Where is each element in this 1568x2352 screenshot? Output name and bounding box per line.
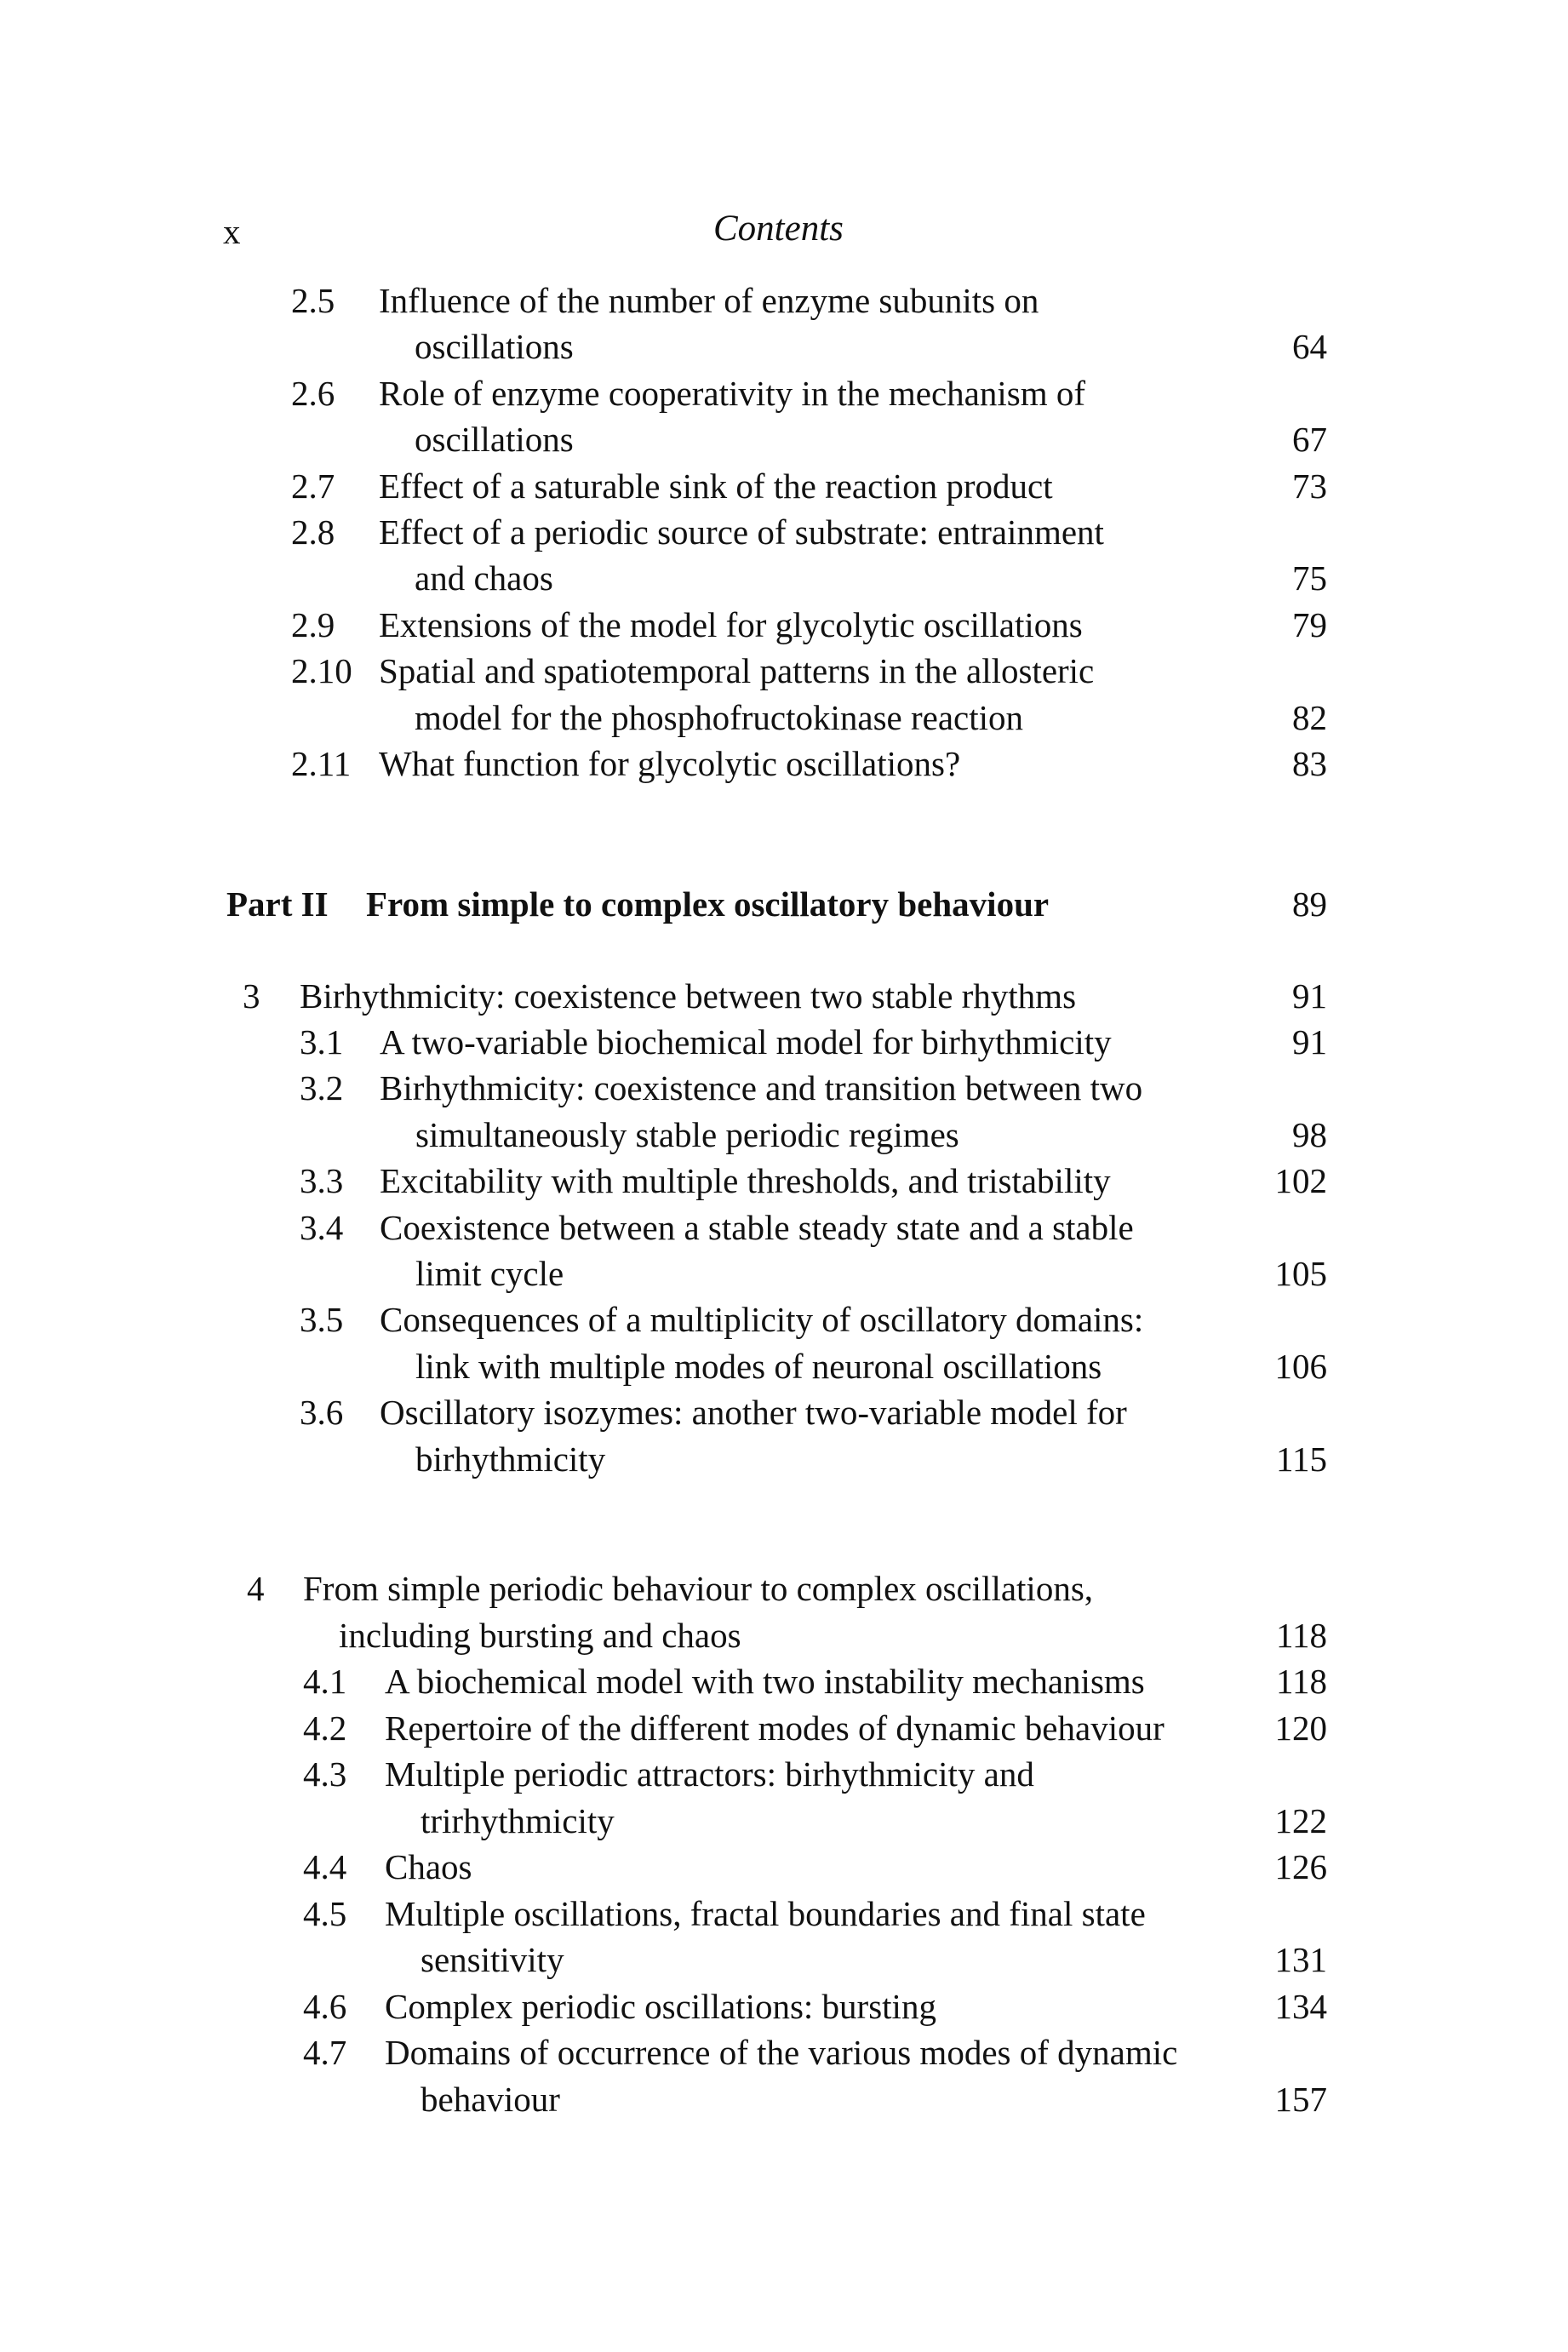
section-number: 4.5	[303, 1894, 347, 1933]
section-title-cont: limit cycle	[415, 1254, 564, 1293]
running-head: Contents	[713, 209, 844, 249]
section-number: 3.2	[300, 1068, 344, 1107]
section-title-cont: model for the phosphofructokinase reaction	[415, 698, 1023, 737]
section-number: 3.3	[300, 1161, 344, 1200]
section-title-cont: birhythmicity	[415, 1439, 606, 1479]
section-page: 131	[1274, 1940, 1327, 1979]
section-title-cont: oscillations	[415, 327, 574, 366]
section-number: 4.2	[303, 1708, 347, 1748]
section-number: 3.1	[300, 1022, 344, 1062]
section-number: 3.6	[300, 1393, 344, 1432]
section-number: 2.7	[291, 466, 335, 506]
section-title-cont: link with multiple modes of neuronal oscillations	[415, 1347, 1102, 1386]
section-page: 73	[1292, 466, 1327, 506]
section-page: 102	[1274, 1161, 1327, 1200]
chapter-page: 91	[1292, 976, 1327, 1016]
section-title-cont: oscillations	[415, 420, 574, 459]
section-number: 2.5	[291, 281, 335, 320]
chapter-title: Birhythmicity: coexistence between two stable rhythms	[300, 976, 1077, 1016]
section-page: 83	[1292, 744, 1327, 783]
chapter-title: From simple periodic behaviour to complex oscillations,	[303, 1569, 1094, 1608]
section-title-cont: sensitivity	[421, 1940, 564, 1979]
section-title: A biochemical model with two instability mechanisms	[385, 1662, 1145, 1701]
section-title: Consequences of a multiplicity of oscillatory domains:	[380, 1300, 1144, 1339]
section-page: 157	[1274, 2080, 1327, 2119]
section-title: Birhythmicity: coexistence and transition between two	[380, 1068, 1143, 1107]
section-number: 2.9	[291, 605, 335, 644]
section-page: 91	[1292, 1022, 1327, 1062]
part-title: From simple to complex oscillatory behaviour	[366, 884, 1050, 924]
section-number: 2.11	[291, 744, 352, 783]
section-title: A two-variable biochemical model for birhythmicity	[380, 1022, 1112, 1062]
section-title-cont: and chaos	[415, 558, 553, 598]
section-number: 3.4	[300, 1208, 344, 1247]
part-label: Part II	[226, 884, 329, 924]
section-title: Domains of occurrence of the various modes of dynamic	[385, 2033, 1178, 2072]
section-page: 115	[1276, 1439, 1327, 1479]
section-title: Repertoire of the different modes of dynamic behaviour	[385, 1708, 1165, 1748]
section-page: 134	[1274, 1987, 1327, 2026]
section-title: Excitability with multiple thresholds, and tristability	[380, 1161, 1111, 1200]
section-page: 106	[1274, 1347, 1327, 1386]
section-title: Chaos	[385, 1847, 472, 1886]
section-title: Multiple oscillations, fractal boundaries and final state	[385, 1894, 1146, 1933]
section-title: What function for glycolytic oscillations?	[379, 744, 961, 783]
section-page: 82	[1292, 698, 1327, 737]
section-number: 2.10	[291, 651, 352, 690]
section-title-cont: trirhythmicity	[421, 1801, 615, 1840]
section-title: Oscillatory isozymes: another two-variable model for	[380, 1393, 1127, 1432]
section-title: Spatial and spatiotemporal patterns in the allosteric	[379, 651, 1095, 690]
section-number: 3.5	[300, 1300, 344, 1339]
section-page: 118	[1276, 1662, 1327, 1701]
chapter-page: 118	[1276, 1616, 1327, 1655]
section-title: Multiple periodic attractors: birhythmicity and	[385, 1754, 1034, 1794]
section-number: 4.6	[303, 1987, 347, 2026]
section-page: 98	[1292, 1115, 1327, 1154]
part-page: 89	[1292, 884, 1327, 924]
section-page: 75	[1292, 558, 1327, 598]
section-number: 2.6	[291, 374, 335, 413]
section-number: 4.1	[303, 1662, 347, 1701]
section-page: 126	[1274, 1847, 1327, 1886]
section-number: 4.4	[303, 1847, 347, 1886]
section-page: 79	[1292, 605, 1327, 644]
section-title: Coexistence between a stable steady state and a stable	[380, 1208, 1134, 1247]
chapter-number: 3	[243, 976, 260, 1016]
section-title-cont: simultaneously stable periodic regimes	[415, 1115, 959, 1154]
page-number: x	[223, 212, 241, 251]
section-page: 122	[1274, 1801, 1327, 1840]
section-number: 2.8	[291, 512, 335, 552]
section-title: Influence of the number of enzyme subunits on	[379, 281, 1039, 320]
section-number: 4.7	[303, 2033, 347, 2072]
section-number: 4.3	[303, 1754, 347, 1794]
chapter-title-cont: including bursting and chaos	[339, 1616, 741, 1655]
section-page: 67	[1292, 420, 1327, 459]
section-title: Effect of a periodic source of substrate: entrainment	[379, 512, 1104, 552]
section-title: Complex periodic oscillations: bursting	[385, 1987, 936, 2026]
section-page: 105	[1274, 1254, 1327, 1293]
section-title: Role of enzyme cooperativity in the mechanism of	[379, 374, 1085, 413]
chapter-number: 4	[247, 1569, 265, 1608]
section-page: 120	[1274, 1708, 1327, 1748]
section-title-cont: behaviour	[421, 2080, 560, 2119]
section-page: 64	[1292, 327, 1327, 366]
section-title: Effect of a saturable sink of the reaction product	[379, 466, 1053, 506]
section-title: Extensions of the model for glycolytic oscillations	[379, 605, 1083, 644]
